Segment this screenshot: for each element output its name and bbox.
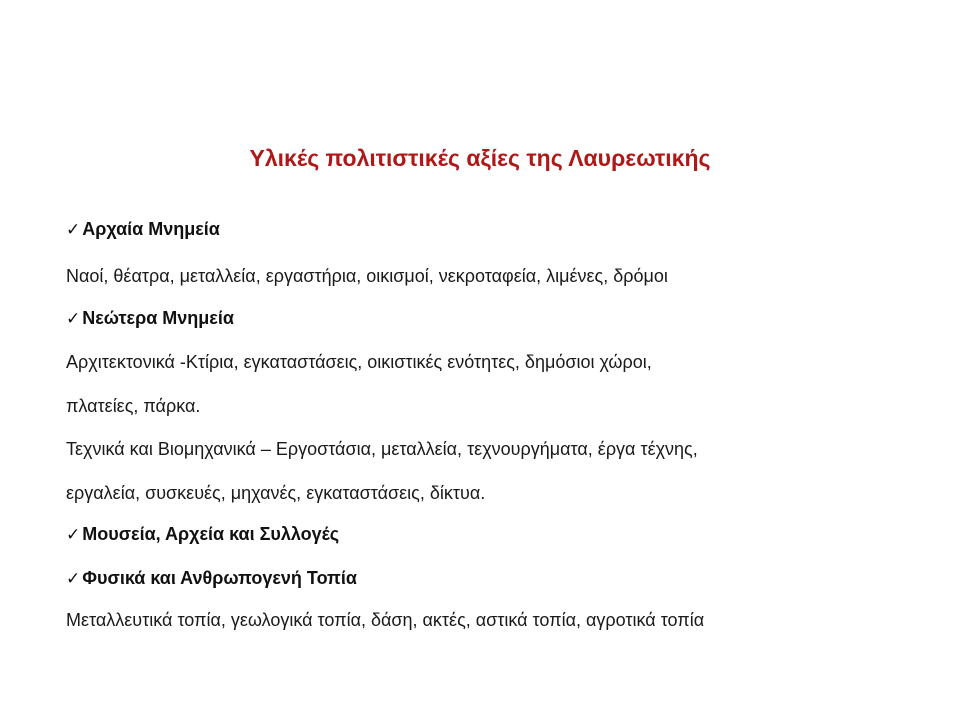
checkmark-icon: ✓ bbox=[66, 309, 81, 329]
body-line: Αρχιτεκτονικά -Κτίρια, εγκαταστάσεις, οικιστικές ενότητες, δημόσιοι χώροι, bbox=[66, 352, 652, 372]
body-line: Μεταλλευτικά τοπία, γεωλογικά τοπία, δάση, ακτές, αστικά τοπία, αγροτικά τοπία bbox=[66, 610, 705, 630]
heading-museums-archives bbox=[66, 520, 339, 549]
body-line: Ναοί, θέατρα, μεταλλεία, εργαστήρια, οικισμοί, νεκροταφεία, λιμένες, δρόμοι bbox=[66, 266, 668, 286]
checkmark-icon: ✓ bbox=[66, 569, 81, 589]
heading-label: Μουσεία, Αρχεία και Συλλογές bbox=[82, 524, 340, 544]
body-line: Τεχνικά και Βιομηχανικά – Εργοστάσια, μεταλλεία, τεχνουργήματα, έργα τέχνης, bbox=[66, 439, 698, 459]
heading-label: Αρχαία Μνημεία bbox=[82, 219, 220, 239]
heading-label: Νεώτερα Μνημεία bbox=[82, 308, 234, 328]
checkmark-icon: ✓ bbox=[66, 525, 81, 545]
body-line: εργαλεία, συσκευές, μηχανές, εγκαταστάσεις, δίκτυα. bbox=[66, 483, 486, 503]
checkmark-icon: ✓ bbox=[66, 220, 81, 240]
heading-label: Φυσικά και Ανθρωπογενή Τοπία bbox=[82, 568, 357, 588]
body-line: πλατείες, πάρκα. bbox=[66, 396, 201, 416]
heading-landscapes bbox=[66, 564, 357, 593]
slide-title: Υλικές πολιτιστικές αξίες της Λαυρεωτικής bbox=[249, 145, 711, 171]
heading-modern-monuments bbox=[66, 304, 234, 333]
heading-ancient-monuments bbox=[66, 215, 220, 244]
